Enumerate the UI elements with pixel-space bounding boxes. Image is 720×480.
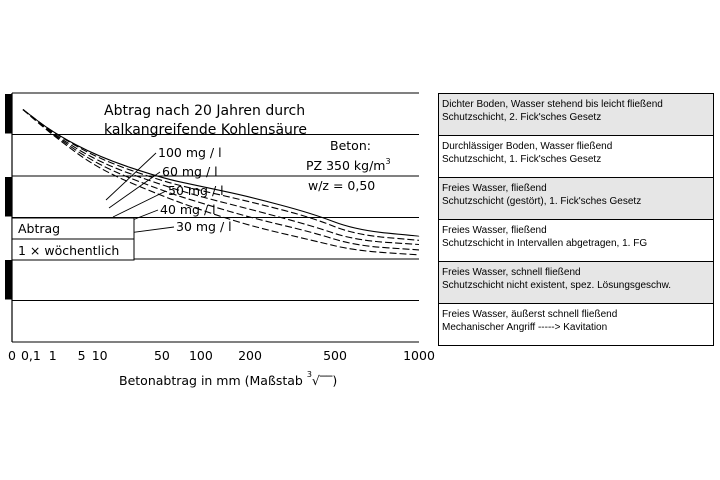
x-tick-labels <box>8 348 435 363</box>
x-tick-label: 10 <box>91 348 108 363</box>
curve-label: 100 mg / l <box>158 145 222 160</box>
legend-table <box>438 93 714 346</box>
x-tick-label: 200 <box>238 348 262 363</box>
band-marker <box>5 177 12 217</box>
x-axis-root-sign: √‾‾ <box>311 373 333 388</box>
legend-row-line-2: Schutzschicht (gestört), 1. Fick'sches Gesetz <box>442 196 642 207</box>
y-axis-markers <box>5 94 12 300</box>
legend-row <box>439 136 714 178</box>
legend-row-line-1: Freies Wasser, fließend <box>442 183 547 194</box>
legend-row-line-2: Schutzschicht, 2. Fick'sches Gesetz <box>442 112 602 123</box>
legend-row <box>439 262 714 304</box>
legend-row <box>439 304 714 346</box>
curve-label-leader <box>113 191 166 217</box>
chart-title-line-1: Abtrag nach 20 Jahren durch <box>104 103 306 119</box>
legend-row-line-1: Dichter Boden, Wasser stehend bis leicht fließend <box>442 99 663 110</box>
x-tick-label: 100 <box>188 348 213 363</box>
x-axis-label: Betonabtrag in mm (Maßstab $^3$√‾‾) <box>119 370 338 388</box>
concrete-box-line-1: PZ 350 $kg/m^3$ <box>306 157 391 173</box>
legend-row-line-2: Schutzschicht, 1. Fick'sches Gesetz <box>442 154 602 165</box>
legend-row-line-1: Freies Wasser, fließend <box>442 225 547 236</box>
band-marker <box>5 94 12 134</box>
x-tick-label: 500 <box>323 348 347 363</box>
curve-label: 40 mg / l <box>160 202 216 217</box>
curve-label: 30 mg / l <box>176 219 232 234</box>
x-tick-label: 0 <box>8 348 16 363</box>
chart-title-line-2: kalkangreifende Kohlensäure <box>104 122 307 138</box>
x-tick-label: 5 <box>77 348 86 363</box>
legend-row <box>439 178 714 220</box>
legend-row-line-1: Freies Wasser, schnell fließend <box>442 267 581 278</box>
concrete-box-line-2: w/z = 0,50 <box>308 178 376 193</box>
x-tick-label: 1 <box>48 348 57 363</box>
curve-label: 60 mg / l <box>162 164 218 179</box>
band-marker <box>5 260 12 300</box>
legend-row-line-2: Schutzschicht in Intervallen abgetragen, 1. FG <box>442 238 648 249</box>
legend-row-line-1: Durchlässiger Boden, Wasser fließend <box>442 141 613 152</box>
concrete-box-title: Beton: <box>330 138 371 153</box>
x-tick-label: 50 <box>153 348 170 363</box>
x-tick-label: 0,1 <box>20 348 41 363</box>
side-note-line-2: 1 × wöchentlich <box>18 243 120 258</box>
legend-row-line-2: Schutzschicht nicht existent, spez. Lösungsgeschw. <box>442 280 672 291</box>
concrete-box-exponent: 3 <box>385 157 391 166</box>
x-tick-label: 1000 <box>403 348 435 363</box>
side-note-line-1: Abtrag <box>18 221 61 236</box>
legend-row <box>439 220 714 262</box>
legend-row-line-1: Freies Wasser, äußerst schnell fließend <box>442 309 618 320</box>
curve-label: 50 mg / l <box>168 183 224 198</box>
x-axis-root-index: 3 <box>306 370 312 379</box>
legend-row-line-2: Mechanischer Angriff -----> Kavitation <box>442 322 608 333</box>
legend-row <box>439 94 714 136</box>
